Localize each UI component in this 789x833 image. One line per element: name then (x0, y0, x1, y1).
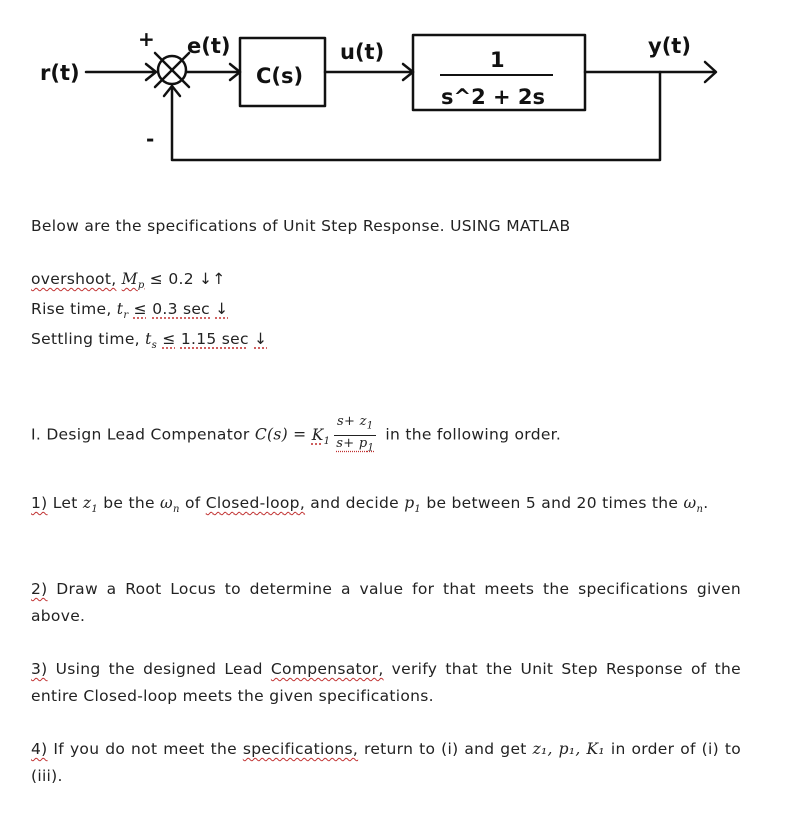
control-label: u(t) (340, 40, 385, 64)
step-1-end: . (703, 494, 709, 512)
error-label: e(t) (187, 34, 231, 58)
step-1-text-c: of (184, 494, 201, 512)
step-4-number: 4) (31, 740, 48, 758)
spec-settling (31, 330, 267, 351)
plus-sign: + (138, 27, 155, 51)
spec-overshoot-arrows: ↓↑ (199, 270, 226, 288)
spec-overshoot-op: ≤ (149, 270, 164, 288)
controller-label: C(s) (256, 64, 304, 88)
spec-settling-op: ≤ (162, 330, 176, 348)
step-1-z: $z_1$ (82, 494, 99, 516)
step-1-text-a: Let (52, 494, 78, 512)
minus-sign: - (146, 127, 155, 151)
spec-overshoot (31, 270, 226, 291)
step-1-number: 1) (31, 494, 48, 512)
spec-rise-value: 0.3 sec (152, 300, 210, 318)
lead-compensator-fraction (334, 414, 376, 456)
step-1-omega-2: $\omega_n$ (683, 494, 704, 516)
spec-rise-label: Rise time, (31, 300, 112, 318)
spec-settling-label: Settling time, (31, 330, 140, 348)
step-2 (31, 576, 741, 630)
spec-overshoot-symbol: $M_p$ (121, 270, 145, 292)
design-statement (31, 414, 561, 456)
intro-text: Below are the specifications of Unit Step Response. USING MATLAB (31, 217, 571, 235)
step-1 (31, 490, 741, 523)
step-3-text-b: verify that the Unit Step Response of the entire Closed-loop meets the given specifications. (31, 660, 741, 705)
feedback-path (172, 72, 660, 160)
step-4-vars: z₁, p₁, K₁ (532, 740, 605, 758)
fraction-numerator: $s+ z_1$ (334, 414, 376, 436)
step-2-text: Draw a Root Locus to determine a value for that meets the specifications given above. (31, 580, 742, 625)
step-4-specifications: specifications, (242, 740, 359, 758)
step-4-text-b: return to (i) and get (364, 740, 527, 758)
step-1-p: $p_1$ (404, 494, 422, 516)
spec-rise (31, 300, 229, 321)
plant-numerator: 1 (490, 48, 505, 72)
design-k: $K_1$ (311, 425, 331, 447)
plant-denominator: s^2 + 2s (441, 85, 546, 109)
step-3 (31, 656, 741, 710)
spec-settling-symbol: $t_s$ (145, 330, 158, 352)
spec-overshoot-value: 0.2 (168, 270, 194, 288)
design-prefix: I. Design Lead Compenator (31, 425, 250, 444)
spec-settling-arrows: ↓ (254, 330, 268, 348)
fraction-denominator: $s+ p_1$ (336, 435, 375, 454)
spec-overshoot-label: overshoot, (31, 270, 117, 288)
step-1-text-b: be the (103, 494, 155, 512)
step-2-number: 2) (31, 580, 48, 598)
step-4-text-a: If you do not meet the (53, 740, 237, 758)
step-4-text-c: in order of (i) to (iii). (31, 740, 741, 785)
step-4 (31, 736, 741, 790)
step-1-omega: $\omega_n$ (160, 494, 180, 516)
design-eq: = (293, 425, 307, 444)
spec-settling-value: 1.15 sec (180, 330, 249, 348)
spec-rise-symbol: $t_r$ (116, 300, 129, 322)
spec-rise-op: ≤ (133, 300, 147, 318)
design-cs: C(s) (254, 425, 288, 444)
spec-rise-arrows: ↓ (215, 300, 229, 318)
output-label: y(t) (648, 34, 691, 58)
step-3-text-a: Using the designed Lead (55, 660, 263, 678)
step-1-text-e: be between 5 and 20 times the (426, 494, 679, 512)
input-label: r(t) (40, 61, 80, 85)
step-1-closed-loop: Closed-loop, (205, 494, 306, 512)
step-3-number: 3) (31, 660, 48, 678)
block-diagram (0, 0, 789, 200)
design-suffix: in the following order. (385, 425, 562, 444)
step-1-text-d: and decide (310, 494, 399, 512)
step-3-compensator: Compensator, (270, 660, 384, 678)
